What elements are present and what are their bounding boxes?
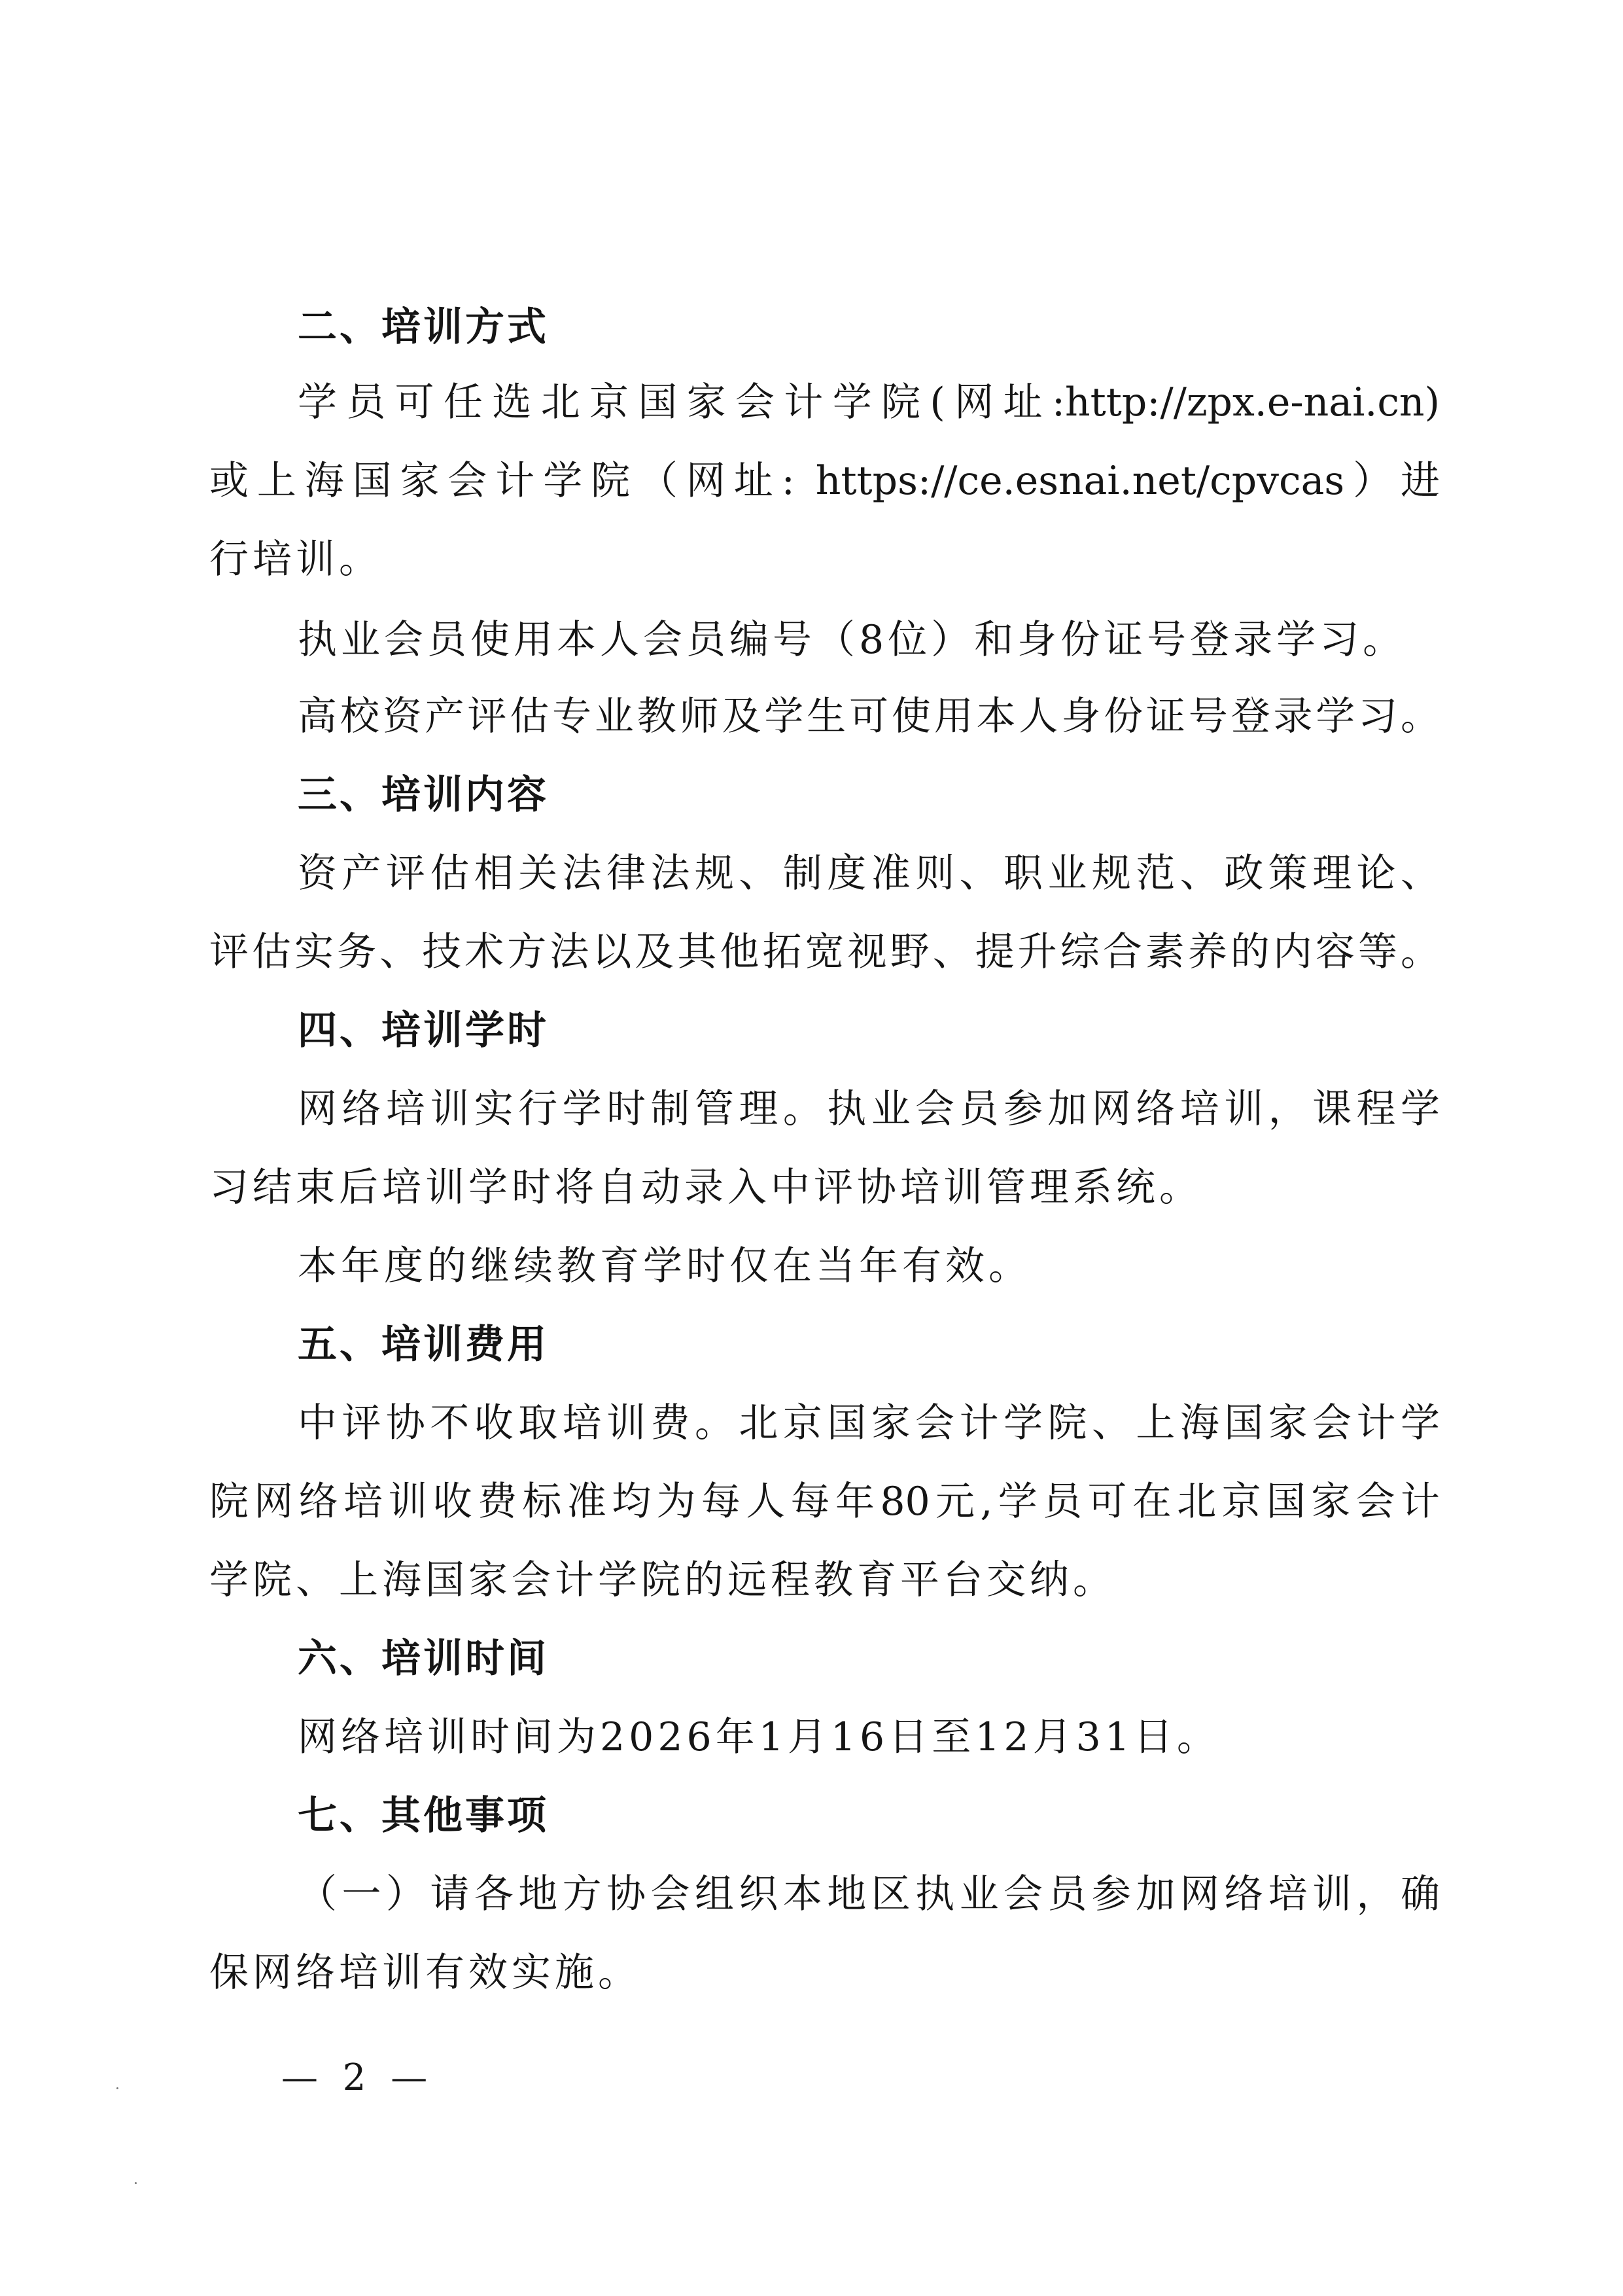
page-number: — 2 —	[281, 2057, 434, 2099]
body-line: 执业会员使用本人会员编号（8位）和身份证号登录学习。	[298, 617, 1406, 663]
section-heading-training-method: 二、培训方式	[298, 304, 549, 350]
section-heading-training-content: 三、培训内容	[298, 772, 549, 818]
body-line: 或上海国家会计学院（网址: https://ce.esnai.net/cpvcas）进	[209, 458, 1440, 504]
section-heading-other-matters: 七、其他事项	[298, 1793, 549, 1839]
body-line: 中评协不收取培训费。北京国家会计学院、上海国家会计学	[298, 1400, 1440, 1446]
body-line: 资产评估相关法律法规、制度准则、职业规范、政策理论、	[298, 851, 1440, 896]
body-line: 评估实务、技术方法以及其他拓宽视野、提升综合素养的内容等。	[209, 929, 1440, 975]
body-line: 网络培训时间为2026年1月16日至12月31日。	[298, 1714, 1220, 1760]
body-line: 高校资产评估专业教师及学生可使用本人身份证号登录学习。	[298, 694, 1440, 739]
body-line: 保网络培训有效实施。	[209, 1950, 641, 1996]
body-line: 网络培训实行学时制管理。执业会员参加网络培训，课程学	[298, 1086, 1440, 1132]
scan-speck	[116, 2087, 118, 2089]
body-line: 行培训。	[209, 537, 382, 582]
body-line: 本年度的继续教育学时仅在当年有效。	[298, 1243, 1032, 1289]
body-line: 院网络培训收费标准均为每人每年80元,学员可在北京国家会计	[209, 1479, 1440, 1525]
body-line: （一）请各地方协会组织本地区执业会员参加网络培训，确	[298, 1871, 1440, 1917]
body-line: 习结束后培训学时将自动录入中评协培训管理系统。	[209, 1165, 1202, 1210]
section-heading-training-hours: 四、培训学时	[298, 1008, 549, 1053]
section-heading-training-fees: 五、培训费用	[298, 1322, 549, 1368]
scan-speck	[135, 2182, 137, 2184]
body-line: 学院、上海国家会计学院的远程教育平台交纳。	[209, 1557, 1116, 1603]
section-heading-training-time: 六、培训时间	[298, 1636, 549, 1682]
body-line: 学员可任选北京国家会计学院(网址:http://zpx.e-nai.cn)	[298, 380, 1440, 425]
